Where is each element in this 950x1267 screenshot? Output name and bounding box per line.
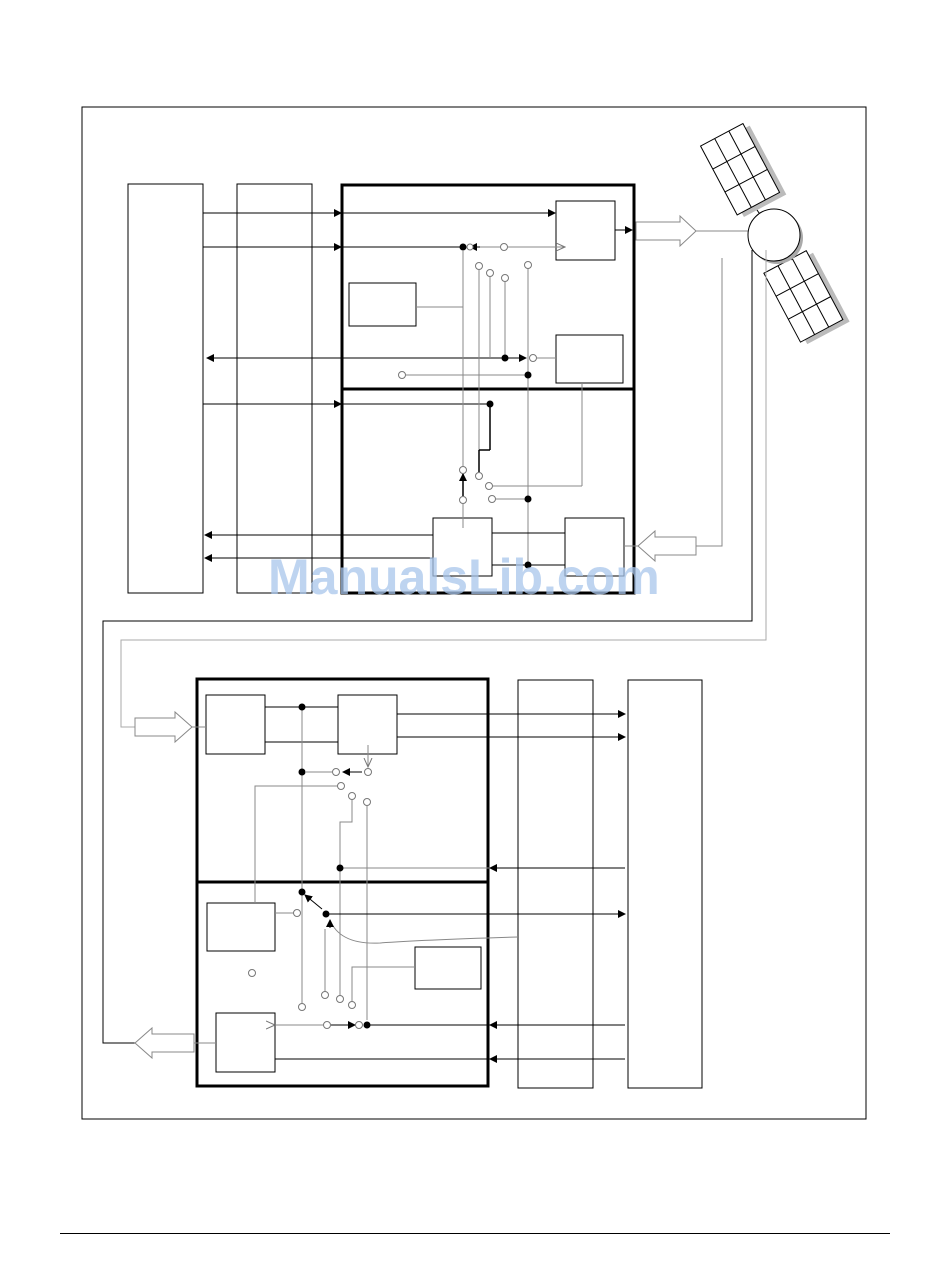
bottom-input-box <box>206 695 265 754</box>
bottom-input-arrow <box>135 712 192 742</box>
junction-dot <box>299 889 306 896</box>
junction-dot <box>299 769 306 776</box>
junction-dot <box>525 372 532 379</box>
junction-dot <box>460 244 467 251</box>
bottom-lower-block <box>197 882 488 1086</box>
bottom-section <box>135 679 702 1088</box>
junction-dot <box>525 496 532 503</box>
uplink-arrow <box>636 216 696 246</box>
link-line-light <box>121 250 766 727</box>
bottom-output-arrow <box>135 1028 194 1058</box>
bottom-output-box <box>216 1013 275 1072</box>
watermark-text: ManualsLib.com <box>268 549 660 605</box>
top-left-column <box>128 184 203 593</box>
top-mid-column <box>237 184 312 593</box>
link-line-dark <box>103 250 752 1043</box>
bottom-lower-box-left <box>207 903 275 951</box>
bottom-right-column <box>628 680 702 1088</box>
bottom-lower-box-right <box>415 947 481 989</box>
bottom-upper-block <box>197 679 488 882</box>
junction-dot <box>299 704 306 711</box>
junction-dot <box>323 911 330 918</box>
satellite-icon <box>701 121 850 346</box>
top-section <box>128 184 750 593</box>
junction-dot <box>502 355 509 362</box>
footer-rule <box>60 1233 890 1234</box>
bottom-mid-column <box>518 680 593 1088</box>
outer-frame <box>82 107 866 1119</box>
top-small-box-left <box>349 283 416 326</box>
top-small-box-right <box>556 335 623 383</box>
top-output-box <box>556 201 615 260</box>
junction-dot <box>337 865 344 872</box>
junction-dot <box>364 1022 371 1029</box>
junction-dot <box>487 401 494 408</box>
